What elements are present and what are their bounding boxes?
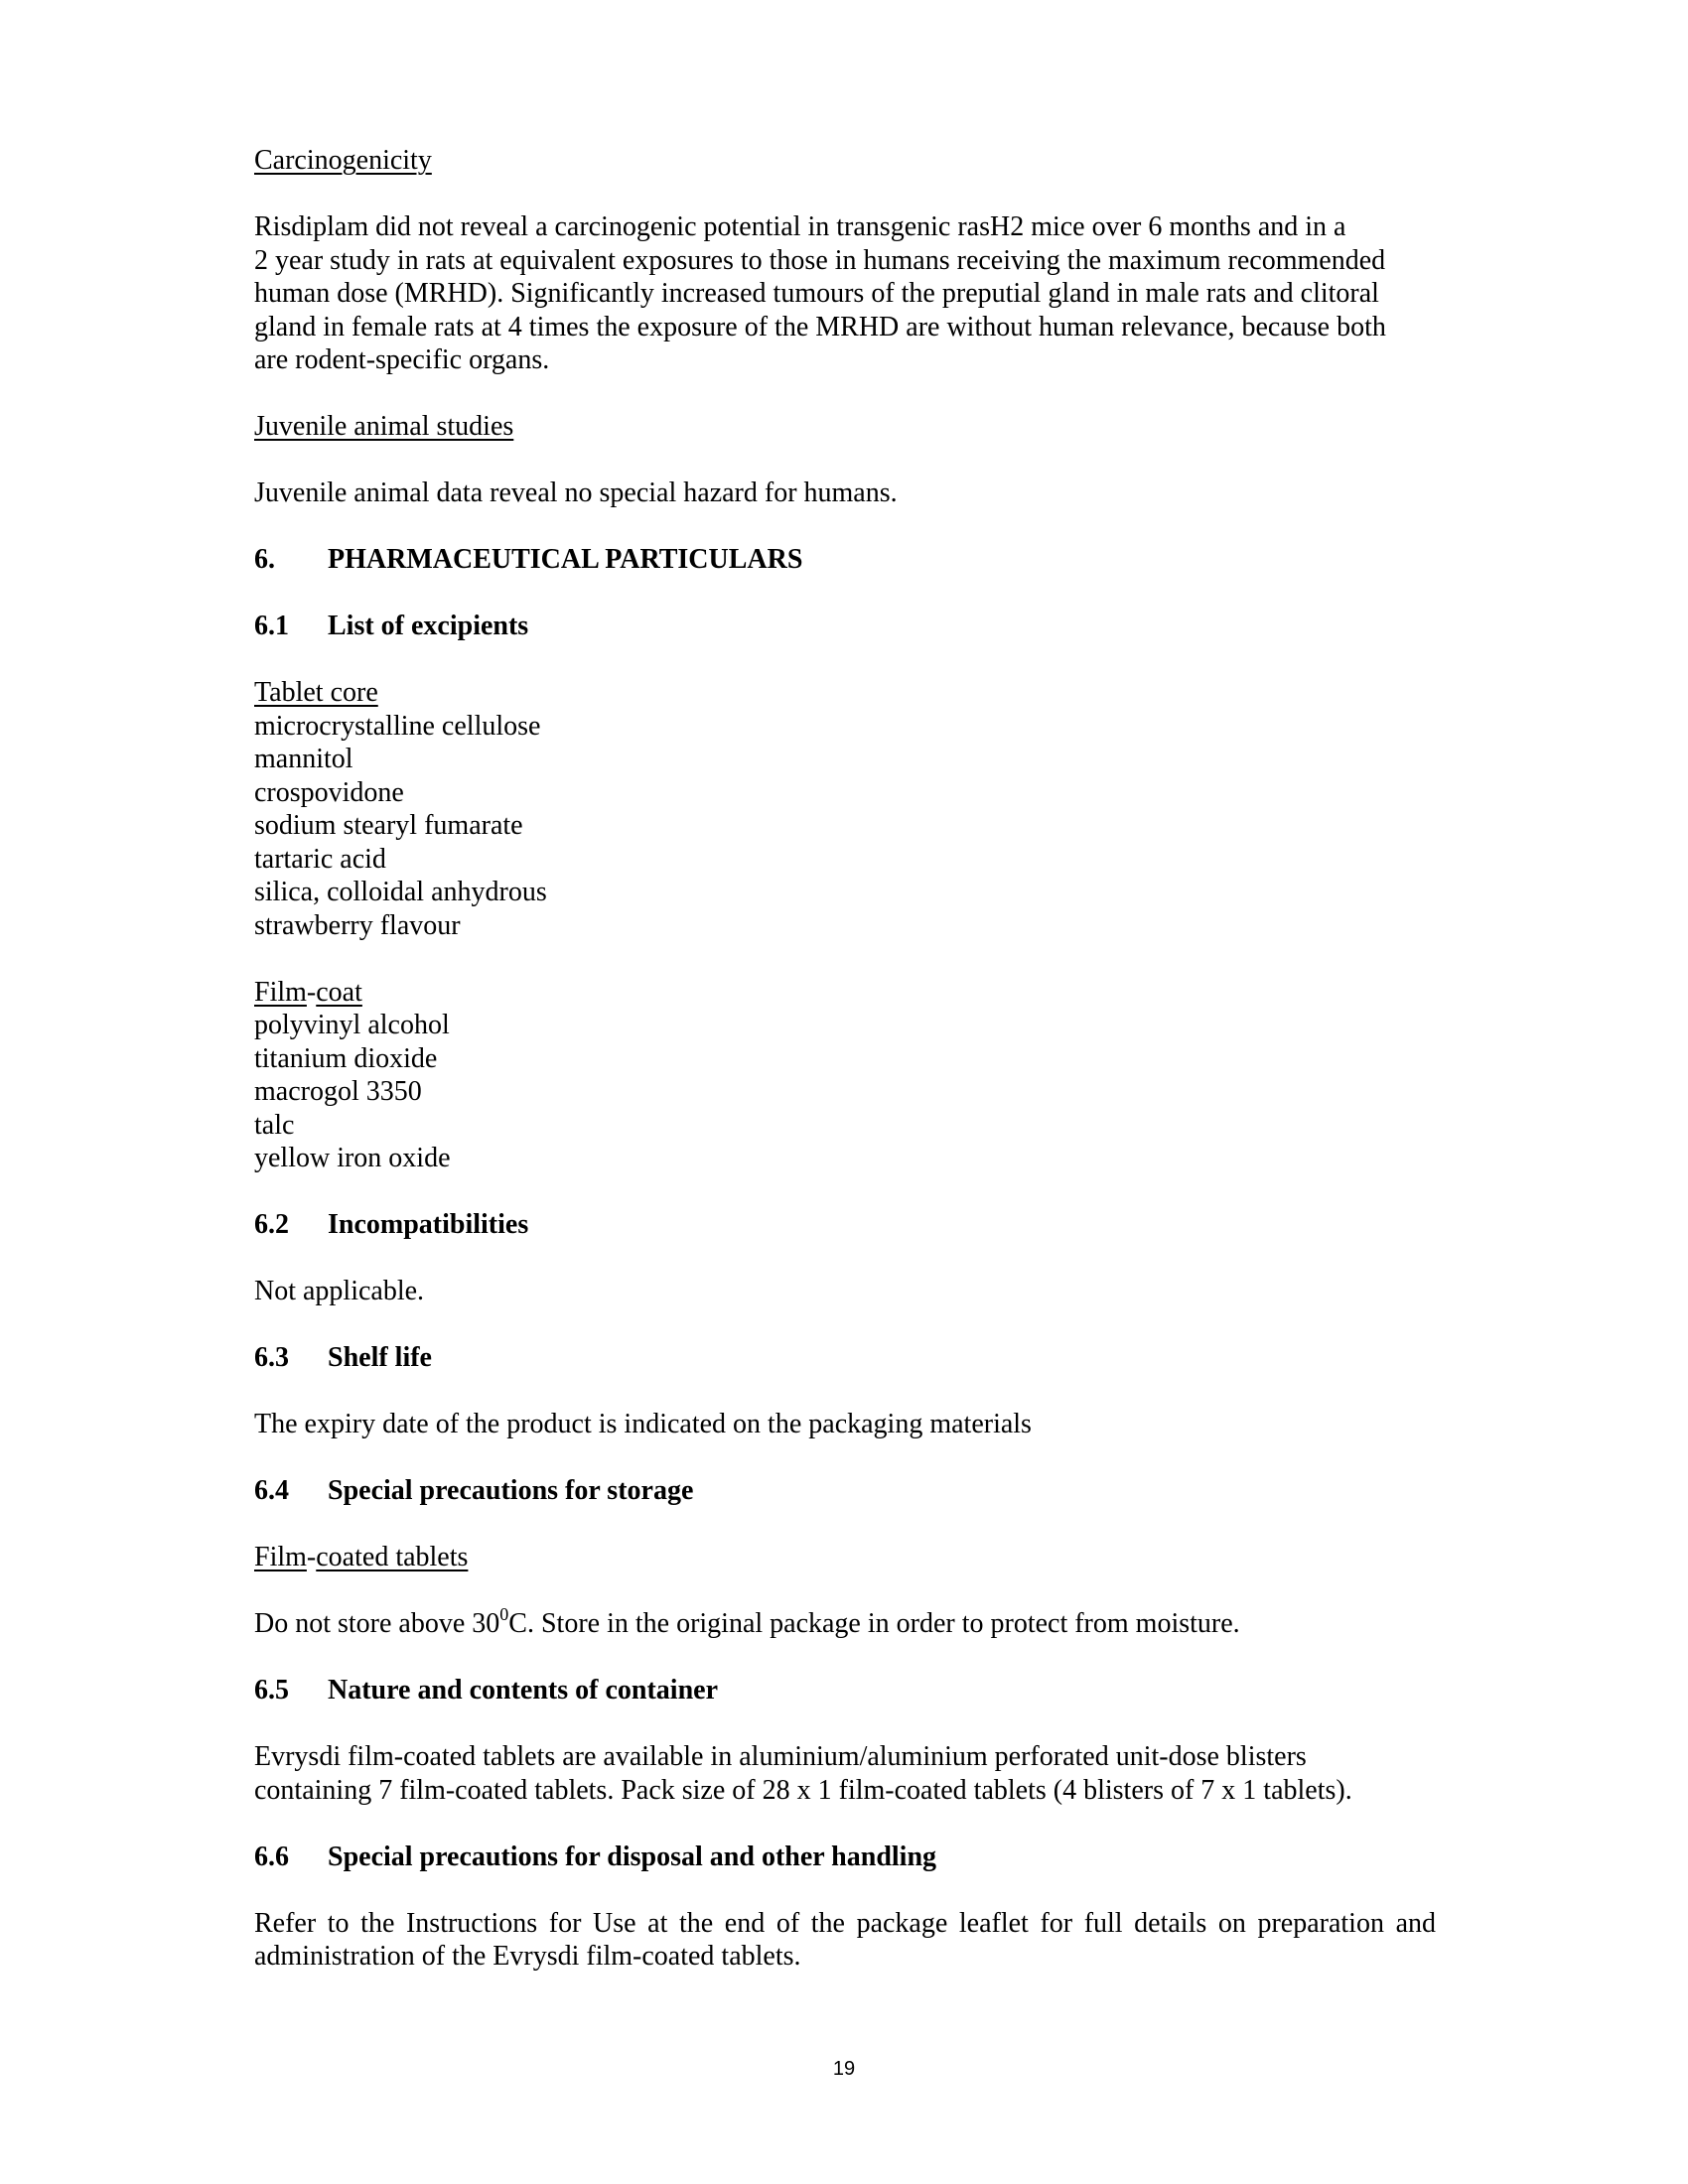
list-item: strawberry flavour [254, 909, 461, 941]
carcinogenicity-line-2: 2 year study in rats at equivalent exposures to those in humans receiving the maximum recommended [254, 244, 1386, 276]
juvenile-text: Juvenile animal data reveal no special hazard for humans. [254, 478, 898, 508]
film-coat-list [254, 1009, 1436, 1175]
film-coated-heading-part-2: coated tablets [316, 1542, 469, 1572]
section-6-heading [254, 543, 1436, 577]
list-item: sodium stearyl fumarate [254, 810, 523, 841]
list-item: microcrystalline cellulose [254, 710, 541, 742]
list-item: silica, colloidal anhydrous [254, 877, 547, 907]
section-6-4-title: Special precautions for storage [328, 1475, 694, 1506]
page-content [254, 144, 1436, 1974]
film-coated-heading-part-1: Film [254, 1542, 307, 1572]
carcinogenicity-line-3: human dose (MRHD). Significantly increased tumours of the preputial gland in male rats and clitoral [254, 278, 1379, 309]
section-6-3-heading [254, 1341, 1436, 1375]
film-coat-heading [254, 976, 1436, 1010]
carcinogenicity-heading: Carcinogenicity [254, 145, 432, 176]
section-6-1-number: 6.1 [254, 611, 289, 641]
storage-text-start: Do not store above 30 [254, 1608, 500, 1639]
film-coat-heading-part-1: Film [254, 976, 307, 1008]
storage-degree-superscript: 0 [499, 1603, 509, 1624]
container-line-1: Evrysdi film-coated tablets are available in aluminium/aluminium perforated unit-dose blisters [254, 1741, 1307, 1772]
film-coat-heading-hyphen: - [306, 976, 317, 1008]
tablet-core-list [254, 710, 1436, 943]
film-coated-tablets-heading [254, 1541, 1436, 1574]
tablet-core-heading: Tablet core [254, 677, 378, 708]
list-item: talc [254, 1109, 295, 1141]
film-coat-heading-part-2: coat [316, 976, 362, 1008]
section-6-2-text: Not applicable. [254, 1276, 425, 1306]
section-6-3-text: The expiry date of the product is indicated on the packaging materials [254, 1409, 1032, 1439]
disposal-line-2: administration of the Evrysdi film-coated tablets. [254, 1941, 801, 1972]
page-number: 19 [832, 2058, 856, 2080]
list-item: macrogol 3350 [254, 1076, 422, 1107]
section-6-1-title: List of excipients [328, 611, 529, 641]
section-6-2-title: Incompatibilities [328, 1209, 529, 1240]
section-6-5-number: 6.5 [254, 1675, 289, 1706]
carcinogenicity-line-4: gland in female rats at 4 times the exposure of the MRHD are without human relevance, because both [254, 311, 1386, 342]
list-item: mannitol [254, 744, 353, 774]
disposal-line-1: Refer to the Instructions for Use at the end of the package leaflet for full details on preparation and [254, 1907, 1436, 1939]
carcinogenicity-line-1: Risdiplam did not reveal a carcinogenic potential in transgenic rasH2 mice over 6 months and in a [254, 211, 1346, 242]
list-item: titanium dioxide [254, 1042, 438, 1074]
list-item: tartaric acid [254, 843, 386, 875]
list-item: crospovidone [254, 776, 404, 808]
section-6-6-title: Special precautions for disposal and other handling [328, 1841, 937, 1872]
container-line-2: containing 7 film-coated tablets. Pack size of 28 x 1 film-coated tablets (4 blisters of 7 x 1 tablets). [254, 1774, 1352, 1806]
section-6-1-heading [254, 610, 1436, 643]
section-6-2-heading [254, 1208, 1436, 1242]
section-6-4-number: 6.4 [254, 1475, 289, 1506]
section-6-5-title: Nature and contents of container [328, 1675, 719, 1706]
section-6-6-number: 6.6 [254, 1841, 289, 1872]
juvenile-heading: Juvenile animal studies [254, 411, 514, 442]
carcinogenicity-line-5: are rodent-specific organs. [254, 344, 550, 375]
section-6-6-heading [254, 1841, 1436, 1874]
section-6-2-number: 6.2 [254, 1209, 289, 1240]
list-item: polyvinyl alcohol [254, 1010, 450, 1040]
section-6-number: 6. [254, 544, 275, 575]
storage-text [254, 1603, 1436, 1641]
list-item: yellow iron oxide [254, 1143, 451, 1173]
section-6-5-heading [254, 1674, 1436, 1707]
section-6-4-heading [254, 1474, 1436, 1508]
section-6-3-number: 6.3 [254, 1342, 289, 1373]
section-6-3-title: Shelf life [328, 1342, 432, 1373]
storage-text-end: C. Store in the original package in order to protect from moisture. [508, 1608, 1240, 1639]
section-6-title: PHARMACEUTICAL PARTICULARS [328, 544, 803, 575]
film-coated-heading-hyphen: - [306, 1542, 317, 1572]
